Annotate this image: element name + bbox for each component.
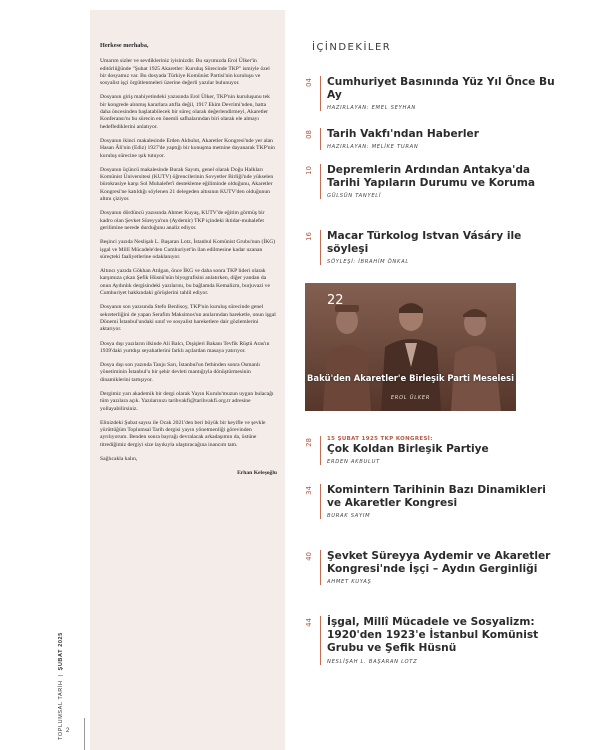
editorial-paragraph: Dosyanın üçüncü makalesinde Burak Sayım, genel olarak Doğu Halkları Komünist Üniversitesi (KUTV) öğrencilerinin Sovyetler Birliği'nde yükselen bürokrasiye karşı Sol Muhalefet'i destekleme eğiliminde olduğunu, Akaretler Kongresi'ne katıldığı söylenen 21 delegeden altısının KUTV'den olduğunun altını çiziyor. (100, 166, 274, 203)
toc-entry[interactable] (305, 128, 560, 150)
toc-entry[interactable] (305, 164, 560, 199)
toc-page-number: 44 (305, 618, 313, 627)
editorial-paragraph: Dosya dışı son yazında Tanju Sarı, İstanbul'un fethinden sonra Osmanlı yönetiminin İstanbul'u bir şehir devleti mantığıyla dönüştürmesinin dinamiklerini tartışıyor. (100, 362, 260, 383)
toc-entry[interactable] (305, 436, 560, 465)
editorial-paragraph: Dosyanın son yazısında Stefo Benlisoy, TKP'nin kuruluş sürecinde genel sekreterliğini de yapan Serafim Maksimos'un anılarından hareketle, onun işgal Dönemi İstanbul'undaki sınıf ve sosyalist hareketlere dair gözlemlerini aktarıyor. (100, 304, 276, 333)
journal-name: TOPLUMSAL TARİH (58, 680, 64, 740)
toc-entry-title: Şevket Süreyya Aydemir ve Akaretler Kongresi'nde İşçi – Aydın Gerginliği (327, 550, 551, 576)
toc-entry-author: ERDEN AKBULUT (327, 459, 380, 466)
toc-page-number: 34 (305, 486, 313, 495)
feature-author: EROL ÜLKER (390, 395, 431, 401)
toc-entry-title: İşgal, Millî Mücadele ve Sosyalizm: 1920'den 1923'e İstanbul Komünist Grubu ve Şefik Hüsnü (327, 616, 539, 655)
editorial-text (100, 42, 277, 478)
editorial-paragraph: Umarım sizler ve sevdikleriniz iyisinizdir. Bu sayımızda Erol Ülker'in editörlüğünde "Şubat 1925 Akaretler: Kuruluş Sürecinde TKP" ismiyle özel bir dosyamız var. Bu dosyada Türkiye Komünist Partisi'nin kuruluşu ve sosyalist işçi örgütlenmeleri üzerine değerli yazılar bulunuyor. (100, 58, 270, 87)
editorial-signature: Erhan Keleşoğlu (237, 470, 277, 477)
toc-page-number: 10 (305, 166, 313, 175)
editorial-paragraph: Elinizdeki Şubat sayısı ile Ocak 2021'den beri büyük bir keyifle ve şevkle yürüttüğüm Toplumsal Tarih dergisi yayın yönetmenliği görevinden ayrılıyorum. Benden sonra bayrağı devralacak arkadaşımın da, üstüne titrediğimiz dergiyi size layıkıyla ulaştıracağına inancım tam. (100, 419, 266, 448)
editorial-paragraph: Beşinci yazıda Neslişah L. Başaran Lotz, İstanbul Komünist Grubu'nun (İKG) işgal ve Millî Mücadele'den Cumhuriyet'in ilan edilmesine kadar uzanan süreçteki faaliyetlerine odaklanıyor. (100, 239, 276, 260)
toc-page-number: 04 (305, 78, 313, 87)
editorial-paragraph: Dosya dışı yazıların ilkinde Ali Balcı, Dışişleri Bakanı Tevfik Rüştü Aras'ın 1939'daki yurtdışı seyahatlerini farklı açılardan masaya yatırıyor. (100, 340, 270, 354)
toc-page-number: 08 (305, 130, 313, 139)
issue-date: ŞUBAT 2025 (58, 632, 64, 671)
toc-entry[interactable] (305, 616, 560, 665)
page-divider (84, 718, 85, 750)
toc-entry-author: SÖYLEŞİ: İBRAHİM ÖNKAL (327, 259, 409, 266)
toc-entry[interactable] (305, 550, 560, 585)
toc-entry-title: Macar Türkolog Istvan Vásáry ile söyleşi (327, 230, 522, 256)
toc-entry-title: Komintern Tarihinin Bazı Dinamikleri ve Akaretler Kongresi (327, 484, 546, 510)
toc-entry-kicker: 15 ŞUBAT 1925 TKP KONGRESİ: (327, 436, 433, 442)
running-head: TOPLUMSAL TARİH|ŞUBAT 2025 (58, 632, 64, 740)
feature-title: Bakü'den Akaretler'e Birleşik Parti Meselesi (307, 373, 514, 383)
editorial-closing: Sağlıcakla kalın, (100, 456, 138, 463)
toc-entry-title: Çok Koldan Birleşik Partiye (327, 443, 489, 455)
editorial-paragraph: Dergimiz yarı akademik bir dergi olarak Yayın Kurulu'muzun uygun bulacağı tüm yazılara açık. Yazılarınızı tarihvakfi@tarihvakfi.org.tr adresine yollayabilirsiniz. (100, 390, 274, 412)
editorial-panel (90, 10, 285, 750)
feature-page-number: 22 (327, 293, 344, 308)
toc-entry[interactable] (305, 230, 560, 265)
toc-entry-author: BURAK SAYIM (327, 513, 371, 520)
toc-heading: İÇİNDEKİLER (312, 42, 392, 53)
editorial-greeting: Herkese merhaba, (100, 42, 149, 49)
toc-entry-author: HAZIRLAYAN: MELİKE TURAN (327, 144, 419, 151)
toc-entry-title: Tarih Vakfı'ndan Haberler (327, 128, 479, 140)
editorial-paragraph: Dosyanın ikinci makalesinde Erden Akbulut, Akaretler Kongresi'nde yer alan Hasan Âli'nin (Ediz) 1927'de yaptığı bir konuşma metnine dayanarak TKP'nin kuruluş sürecine ışık tutuyor. (100, 137, 275, 159)
toc-entry-author: HAZIRLAYAN: EMEL SEYHAN (327, 105, 416, 112)
feature-article[interactable] (305, 283, 516, 411)
toc-page-number: 40 (305, 552, 313, 561)
toc-entry[interactable] (305, 484, 560, 519)
toc-entry-title: Cumhuriyet Basınında Yüz Yıl Önce Bu Ay (327, 76, 555, 102)
toc-page-number: 28 (305, 438, 313, 447)
toc-entry-author: AHMET KUYAŞ (327, 579, 372, 586)
page-number: 2 (66, 728, 70, 734)
toc-entry-title: Depremlerin Ardından Antakya'da Tarihi Yapıların Durumu ve Koruma (327, 164, 536, 190)
editorial-paragraph: Dosyanın giriş mahiyetindeki yazısında Erol Ülker, TKP'nin kuruluşunu tek bir kongrede alınmış kararlara atıfla değil, 1917 Ekim Devrimi'nden, hatta daha öncesinden başlatabilecek bir süreç olarak değerlendirmeyi, Akaretler Konferansı'nı bu sürecin en önemli safhalarından biri olarak ele almayı hedeflediklerini anlatıyor. (100, 94, 270, 130)
toc-entry[interactable] (305, 76, 560, 111)
toc-page-number: 16 (305, 232, 313, 241)
toc-entry-author: NESLİŞAH L. BAŞARAN LOTZ (327, 658, 418, 665)
toc-entry-author: GÜLSÜN TANYELİ (327, 193, 382, 200)
editorial-paragraph: Altıncı yazıda Gökhan Atılgan, önce İKG ve daha sonra TKP lideri olarak karşımıza çıkan Şefik Hüsnü'nün biyografisini anlatırken, diğer yandan da onun Aydınlık dergisindeki yazılarını, bu bağlamda Kemalizm, burjuvazi ve Cumhuriyet hakkındaki görüşlerini tahlil ediyor. (100, 268, 270, 297)
editorial-paragraph: Dosyanın dördüncü yazısında Ahmet Kuyaş, KUTV'de eğitim görmüş bir kadro olan Şevket Süreyya'nın (Aydemir) TKP içindeki iktidar-muhalefet gerilimine nerede durduğunu analiz ediyor. (100, 210, 265, 231)
